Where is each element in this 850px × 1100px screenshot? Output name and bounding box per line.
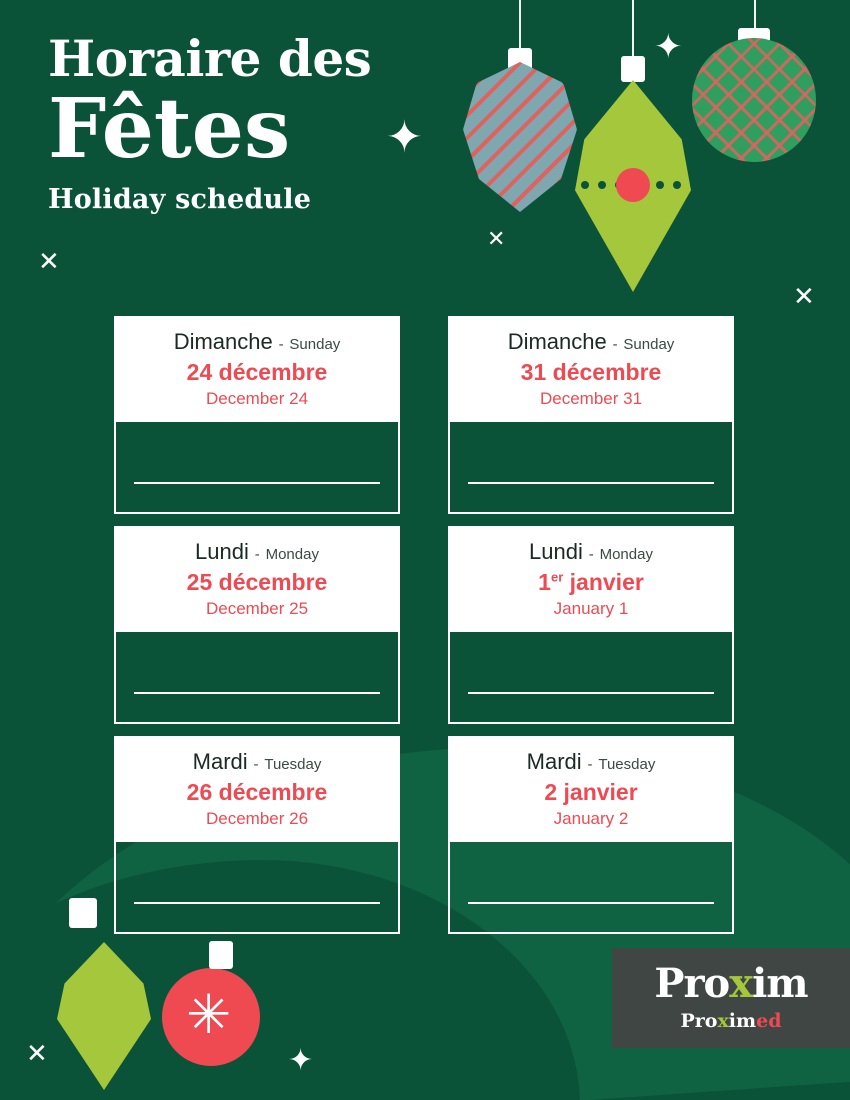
card-day-sep: - [612,336,618,353]
card-write-line [134,902,380,904]
card-day-sep: - [278,336,284,353]
card-header [448,526,734,632]
card-day-fr: Mardi [192,749,248,774]
poster-header [48,29,372,216]
card-day-en: Sunday [623,336,675,353]
card-write-line [468,902,714,904]
card-day-line [123,749,391,775]
card-day-sep: - [588,546,594,563]
schedule-cards [114,316,734,946]
card-day-line [123,539,391,565]
proxim-logo [612,948,850,1048]
ornament-blue-striped [463,62,577,212]
card-date-fr: 25 décembre [186,569,328,595]
card-day-fr: Dimanche [507,329,607,354]
card-day-fr: Dimanche [173,329,273,354]
card-writing-area[interactable] [448,842,734,934]
sparkle-icon: ✦ [288,1044,314,1077]
x-mark-icon: ✕ [793,281,815,311]
ornament-plaid-ball [692,38,816,162]
card-writing-area[interactable] [448,422,734,514]
logo-sub-part1: Pro [680,1010,718,1032]
ornament-lime-dots-right [656,181,698,189]
card-write-line [134,482,380,484]
card-day-en: Tuesday [264,756,322,773]
card-date-en: January 1 [553,599,629,618]
card-date-en: January 2 [553,809,629,828]
card-date-fr: 24 décembre [186,359,328,385]
logo-wordmark [654,960,808,1007]
ornament-cap-lime-bottom [69,898,97,928]
ornament-string-blue [519,0,521,50]
card-date-fr: 31 décembre [520,359,662,385]
card-date-en: December 24 [205,389,309,408]
card-write-line [468,692,714,694]
card-day-en: Sunday [289,336,341,353]
card-day-en: Monday [265,546,319,563]
card-day-sep: - [254,546,260,563]
schedule-card[interactable] [114,736,400,934]
card-day-line [457,539,725,565]
card-header [114,736,400,842]
card-writing-area[interactable] [114,842,400,934]
card-day-line [123,329,391,355]
x-mark-icon: ✕ [26,1038,48,1068]
starburst-icon: ✳ [186,985,232,1045]
card-day-fr: Lundi [529,539,583,564]
card-header [114,316,400,422]
sparkle-icon: ✦ [386,113,423,162]
card-write-line [468,482,714,484]
card-writing-area[interactable] [114,632,400,724]
schedule-card[interactable] [448,316,734,514]
title-line-2: Fêtes [48,81,291,177]
logo-name-x: x [729,960,753,1007]
ornament-lime-center-dot [616,168,650,202]
title-line-1: Horaire des [48,29,372,88]
logo-sub-wordmark [680,1010,781,1032]
logo-name-part1: Pro [654,960,730,1007]
x-mark-icon: ✕ [38,246,60,276]
schedule-card[interactable] [114,526,400,724]
logo-sub-ed: ed [756,1010,782,1032]
card-date-fr-text: 1er janvier [538,569,644,595]
card-date-fr: 26 décembre [186,779,328,805]
ornament-string-lime [632,0,634,58]
card-header [448,736,734,842]
card-row [114,316,734,514]
card-writing-area[interactable] [114,422,400,514]
card-row [114,526,734,724]
ornament-string-ball [754,0,756,30]
card-writing-area[interactable] [448,632,734,724]
card-day-sep: - [587,756,593,773]
logo-name-part2: im [752,960,808,1007]
schedule-card[interactable] [448,736,734,934]
card-date-fr [457,569,725,596]
card-date-en: December 31 [539,389,643,408]
subtitle: Holiday schedule [48,184,312,216]
card-date-fr: 2 janvier [544,779,638,805]
card-day-line [457,749,725,775]
card-day-fr: Lundi [195,539,249,564]
card-day-line [457,329,725,355]
x-mark-icon: ✕ [487,226,506,251]
card-date-en: December 26 [205,809,309,828]
logo-sub-part2: im [728,1010,757,1032]
schedule-card[interactable] [448,526,734,724]
logo-sub-x: x [717,1010,729,1032]
schedule-card[interactable] [114,316,400,514]
card-day-fr: Mardi [526,749,582,774]
card-date-en: December 25 [205,599,309,618]
card-write-line [134,692,380,694]
card-header [448,316,734,422]
ornament-cap-lime [621,56,645,82]
sparkle-icon: ✦ [654,28,683,66]
card-row [114,736,734,934]
card-day-en: Monday [599,546,653,563]
card-day-en: Tuesday [598,756,656,773]
card-header [114,526,400,632]
card-day-sep: - [253,756,259,773]
